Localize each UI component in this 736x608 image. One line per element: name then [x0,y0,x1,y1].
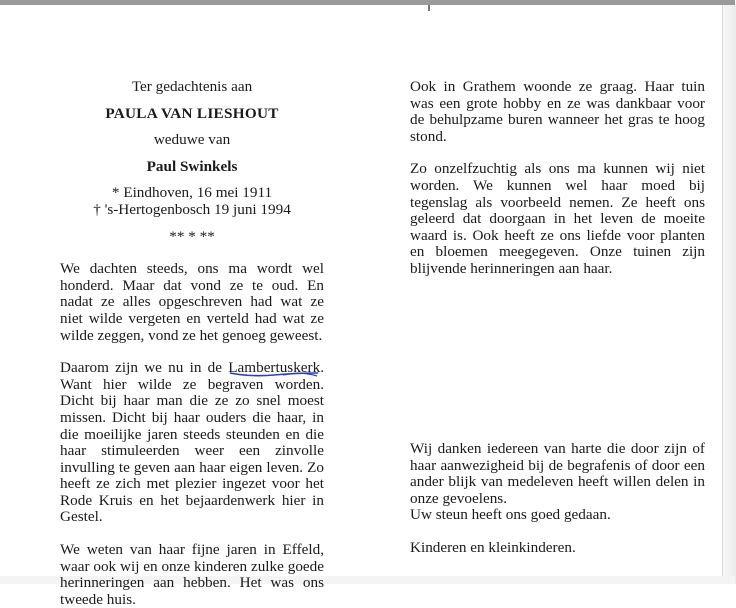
birth-line: * Eindhoven, 16 mei 1911 [111,184,273,202]
scan-top-bar [0,0,735,5]
scan-top-mark [428,5,430,11]
left-paragraph-2 [60,360,324,526]
signature-line: Kinderen en kleinkinderen. [410,538,576,556]
right-column [410,79,705,278]
right-paragraph-2: Zo onzelfzuchtig als ons ma kunnen wij niet worden. We kunnen wel haar moed bij tegenslag als voorbeeld nemen. Ze heeft ons geleerd dat doorgaan in het leven de moeite waard is. Ook heeft ze ons liefde voor planten en bloemen meegegeven. Onze tuinen zijn blijvende herinneringen aan haar. [410,160,705,277]
left-column [60,79,324,608]
left-paragraph-1: We dachten steeds, ons ma wordt wel honderd. Maar dat vond ze te oud. En nadat ze alles opgeschreven had wat ze niet wilde vergeten en verteld had wat ze wilde zeggen, vond ze het genoeg geweest. [60,260,324,344]
marked-church-name: Lambertuskerk [228,359,321,377]
relation-line: weduwe van [153,131,231,149]
right-column-closing [410,441,705,557]
right-paragraph-4: Uw steun heeft ons goed gedaan. [410,506,611,524]
right-paragraph-1: Ook in Grathem woonde ze graag. Haar tuin was een grote hobby en ze was dankbaar voor de behulpzame buren wanneer het gras te hoog stond. [410,78,705,145]
left-paragraph-2-rest: . Want hier wilde ze begraven worden. Dicht bij haar man die ze zo snel moest missen. Dicht bij haar ouders die haar, in die moeilijke jaren steeds steunden en die haar stimuleerden weer een zinvolle invulling te geven aan haar eigen leven. Zo heeft ze zich met plezier ingezet voor het Rode Kruis en het bejaardenwerk hier in Gestel. [60,359,324,526]
death-line: † 's-Hertogenbosch 19 juni 1994 [93,200,291,218]
scan-right-edge [722,5,736,584]
left-paragraph-3: We weten van haar fijne jaren in Effeld, waar ook wij en onze kinderen zulke goede herinneringen aan hebben. Het was ons tweede huis. [60,541,324,608]
right-paragraph-3: Wij danken iedereen van harte die door zijn of haar aanwezigheid bij de begrafenis of door een ander blijk van medeleven heeft willen delen in onze gevoelens. [410,440,705,507]
separator-stars: ** * ** [169,227,215,245]
memorial-line: Ter gedachtenis aan [131,78,253,95]
spouse-name: Paul Swinkels [146,157,238,175]
ink-marked-word [228,359,320,376]
left-paragraph-2-start: Daarom zijn we nu in de [60,359,229,377]
deceased-name: PAULA VAN LIESHOUT [105,104,279,122]
